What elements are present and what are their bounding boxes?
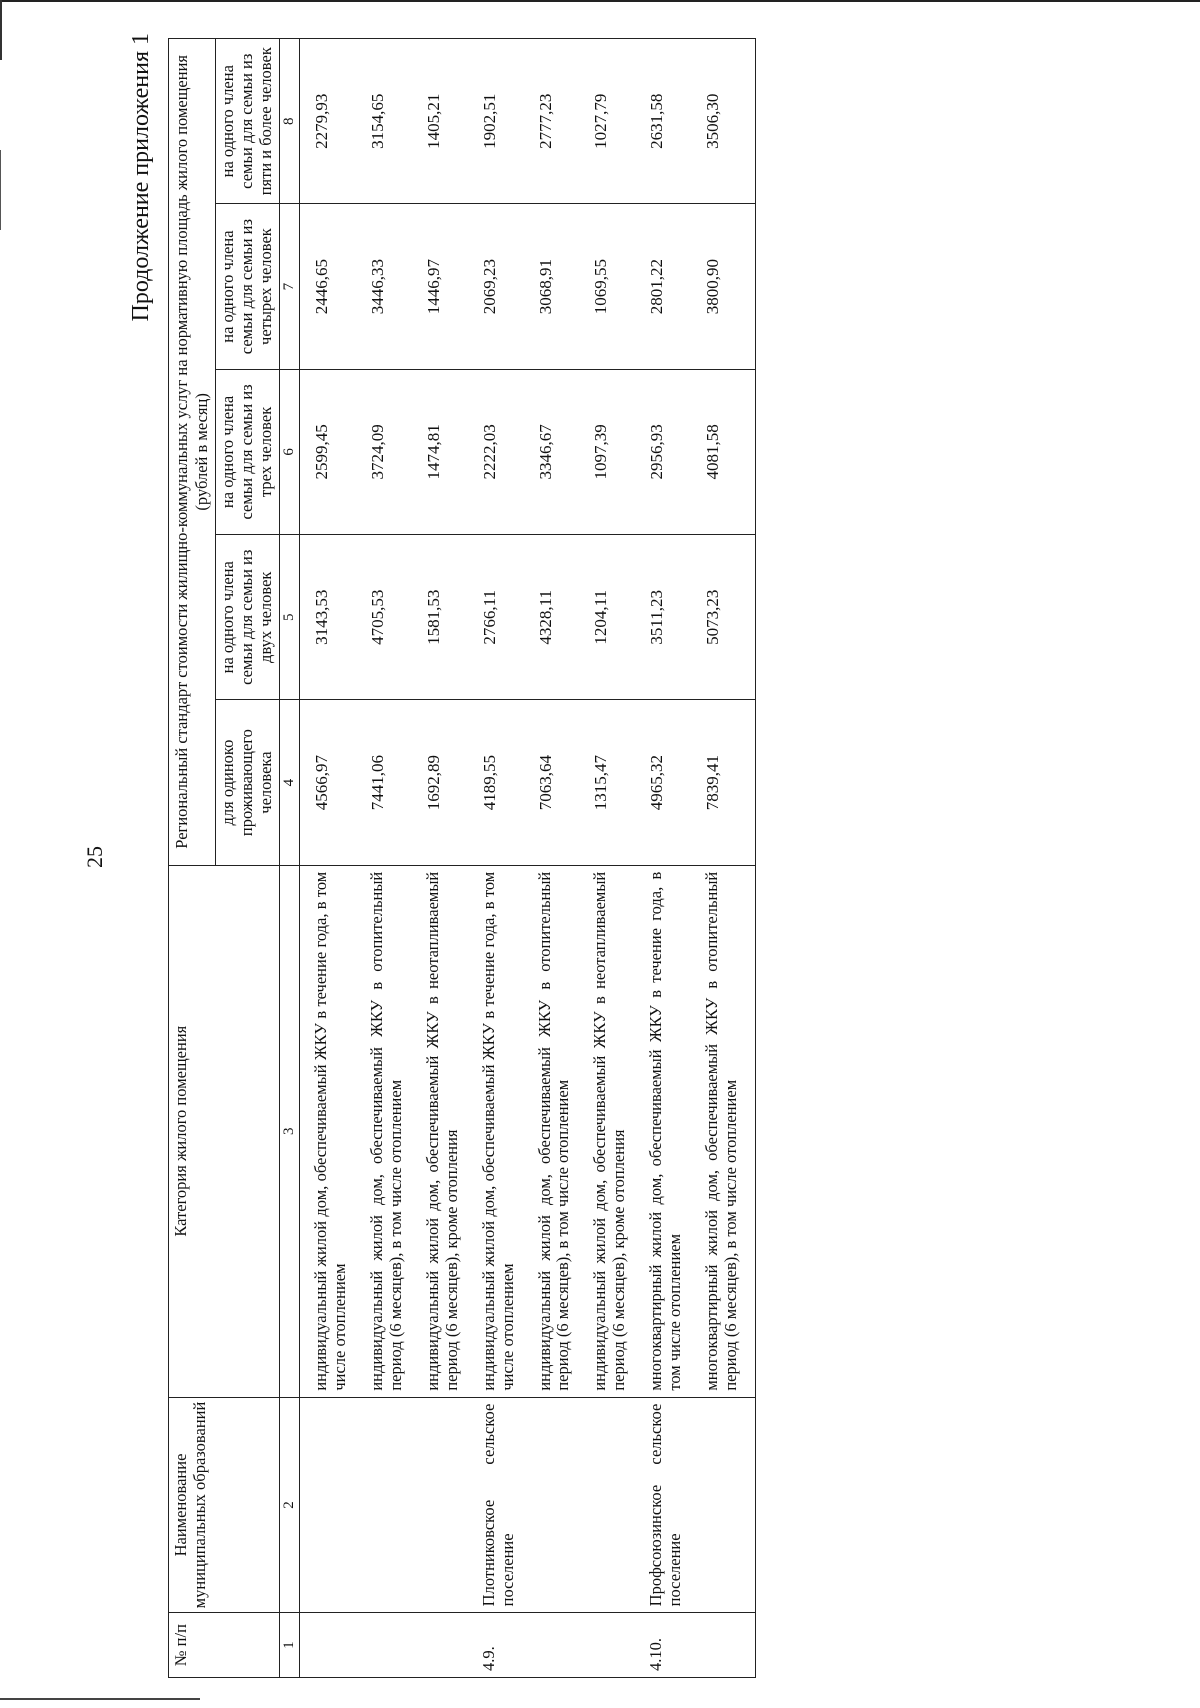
header-category: Категория жилого помещения (169, 865, 280, 1397)
cost-value: 2766,11 (476, 535, 532, 700)
housing-category: индивидуальный жилой дом, обеспечиваемый ЖКУ в течение года, в том числе отоплением (476, 865, 532, 1397)
cost-value: 3143,53 (299, 535, 363, 700)
municipality-name (699, 1397, 755, 1613)
cost-value: 3346,67 (532, 369, 588, 534)
cost-value: 4566,97 (299, 700, 363, 865)
cost-value: 3068,91 (532, 204, 588, 369)
cost-value: 7063,64 (532, 700, 588, 865)
continuation-heading: Продолжение приложения 1 (128, 33, 154, 322)
page-number: 25 (82, 846, 107, 868)
municipality-name (532, 1397, 588, 1613)
cost-value: 3511,23 (643, 535, 699, 700)
row-number (364, 1613, 420, 1678)
header-regional-standard: Региональный стандарт стоимости жилищно-коммунальных услуг на нормативную площадь жилого помещения (рублей в месяц) (169, 39, 216, 866)
cost-value: 1027,79 (587, 39, 643, 204)
cost-value: 1315,47 (587, 700, 643, 865)
table-row (532, 39, 588, 1678)
cost-value: 3800,90 (699, 204, 755, 369)
table-row (476, 39, 532, 1678)
col-number: 2 (279, 1397, 299, 1613)
cost-value: 7839,41 (699, 700, 755, 865)
cost-value: 1097,39 (587, 369, 643, 534)
municipality-name: Профсоюзинское сельское поселение (643, 1397, 699, 1613)
municipality-name: Плотниковское сельское поселение (476, 1397, 532, 1613)
col-number: 5 (279, 535, 299, 700)
cost-value: 2631,58 (643, 39, 699, 204)
cost-value: 1069,55 (587, 204, 643, 369)
housing-category: индивидуальный жилой дом, обеспечиваемый ЖКУ в неотапливаемый период (6 месяцев), кроме отопления (587, 865, 643, 1397)
cost-value: 1581,53 (420, 535, 476, 700)
cost-value: 2446,65 (299, 204, 363, 369)
cost-value: 2069,23 (476, 204, 532, 369)
cost-value: 4705,53 (364, 535, 420, 700)
header-family-2: на одного члена семьи для семьи из двух человек (215, 535, 279, 700)
row-number (587, 1613, 643, 1678)
row-number (420, 1613, 476, 1678)
housing-cost-table (168, 38, 756, 1678)
housing-category: многоквартирный жилой дом, обеспечиваемый ЖКУ в течение года, в том числе отоплением (643, 865, 699, 1397)
table-row (587, 39, 643, 1678)
cost-value: 1405,21 (420, 39, 476, 204)
col-number: 3 (279, 865, 299, 1397)
cost-value: 1474,81 (420, 369, 476, 534)
table-row (299, 39, 363, 1678)
row-number (532, 1613, 588, 1678)
cost-value: 3724,09 (364, 369, 420, 534)
cost-value: 3446,33 (364, 204, 420, 369)
cost-value: 5073,23 (699, 535, 755, 700)
cost-value: 3506,30 (699, 39, 755, 204)
cost-value: 1902,51 (476, 39, 532, 204)
col-number: 7 (279, 204, 299, 369)
header-family-5plus: на одного члена семьи для семьи из пяти и более человек (215, 39, 279, 204)
col-number: 8 (279, 39, 299, 204)
table-body (299, 39, 756, 1678)
row-number (299, 1613, 363, 1678)
housing-category: индивидуальный жилой дом, обеспечиваемый ЖКУ в отопительный период (6 месяцев), в том числе отоплением (532, 865, 588, 1397)
cost-value: 2777,23 (532, 39, 588, 204)
housing-category: индивидуальный жилой дом, обеспечиваемый ЖКУ в течение года, в том числе отоплением (299, 865, 363, 1397)
cost-value: 7441,06 (364, 700, 420, 865)
housing-category: индивидуальный жилой дом, обеспечиваемый ЖКУ в неотапливаемый период (6 месяцев), кроме отопления (420, 865, 476, 1397)
housing-category: многоквартирный жилой дом, обеспечиваемый ЖКУ в отопительный период (6 месяцев), в том числе отоплением (699, 865, 755, 1397)
cost-value: 2222,03 (476, 369, 532, 534)
municipality-name (299, 1397, 363, 1613)
row-number (699, 1613, 755, 1678)
table-row (420, 39, 476, 1678)
col-number: 1 (279, 1613, 299, 1678)
cost-value: 1692,89 (420, 700, 476, 865)
cost-value: 4965,32 (643, 700, 699, 865)
cost-value: 1204,11 (587, 535, 643, 700)
table-row (364, 39, 420, 1678)
row-number: 4.10. (643, 1613, 699, 1678)
header-family-4: на одного члена семьи для семьи из четырех человек (215, 204, 279, 369)
table-row (643, 39, 699, 1678)
cost-value: 4081,58 (699, 369, 755, 534)
cost-value: 2956,93 (643, 369, 699, 534)
municipality-name (364, 1397, 420, 1613)
municipality-name (420, 1397, 476, 1613)
housing-category: индивидуальный жилой дом, обеспечиваемый ЖКУ в отопительный период (6 месяцев), в том числе отоплением (364, 865, 420, 1397)
cost-value: 1446,97 (420, 204, 476, 369)
table-row (699, 39, 755, 1678)
header-no: № п/п (169, 1613, 280, 1678)
header-single: для одиноко проживающего человека (215, 700, 279, 865)
cost-value: 2599,45 (299, 369, 363, 534)
cost-value: 3154,65 (364, 39, 420, 204)
cost-value: 4328,11 (532, 535, 588, 700)
row-number: 4.9. (476, 1613, 532, 1678)
cost-value: 4189,55 (476, 700, 532, 865)
col-number: 6 (279, 369, 299, 534)
header-family-3: на одного члена семьи для семьи из трех человек (215, 369, 279, 534)
municipality-name (587, 1397, 643, 1613)
col-number: 4 (279, 700, 299, 865)
header-municipality: Наименование муниципальных образований (169, 1397, 280, 1613)
cost-value: 2279,93 (299, 39, 363, 204)
cost-value: 2801,22 (643, 204, 699, 369)
